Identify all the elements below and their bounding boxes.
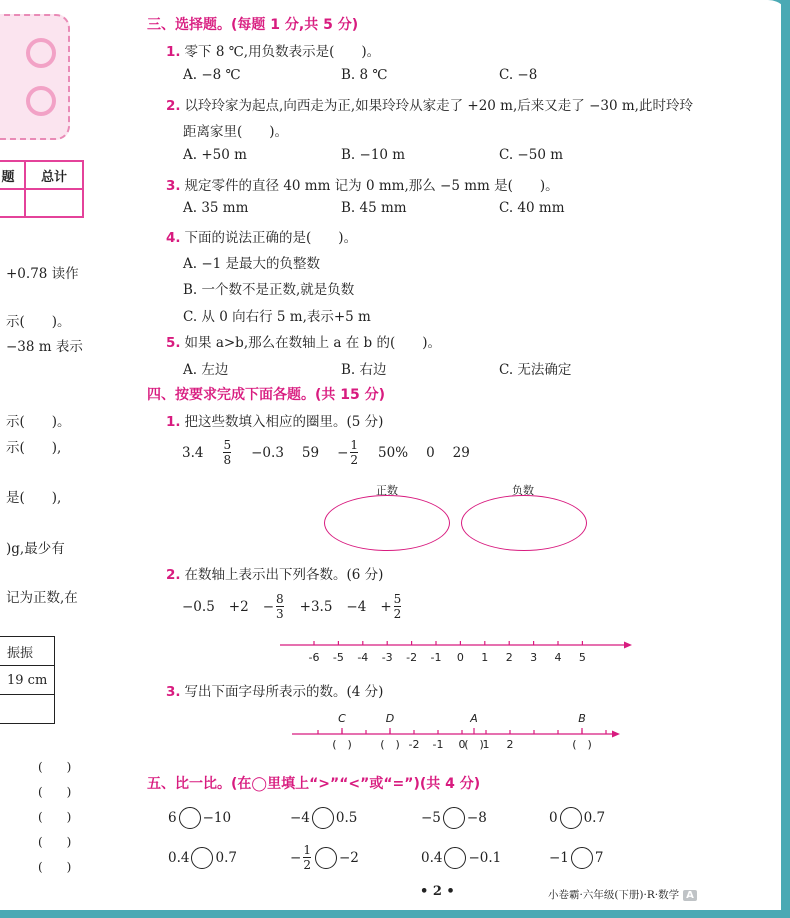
question-number: 1.	[166, 414, 181, 430]
negative-ellipse[interactable]	[461, 495, 587, 551]
fraction-pos-5-2	[380, 592, 403, 621]
compare-circle[interactable]	[191, 847, 213, 869]
letter-answer-blank[interactable]: ( )	[464, 738, 484, 751]
cmp-right: −8	[466, 810, 487, 826]
number-line-1[interactable]	[0, 630, 790, 670]
option-a[interactable]: A. −1 是最大的负整数	[183, 256, 321, 272]
negative-label: 负数	[512, 484, 534, 497]
brand-text: 小卷霸·六年级(下册)·R·数学	[548, 889, 680, 901]
frac-num: 1	[303, 843, 311, 857]
question-text: 写出下面字母所表示的数。(4 分)	[184, 684, 384, 700]
question-text: 下面的说法正确的是( )。	[184, 230, 358, 246]
frac-den: 2	[350, 453, 359, 467]
amp-cell: 振振	[0, 637, 55, 666]
edition-badge: A	[683, 890, 697, 901]
score-header-1: 题	[0, 161, 25, 189]
number-item: 0	[426, 444, 435, 461]
compare-circle[interactable]	[312, 807, 334, 829]
letter-label: C	[338, 712, 346, 725]
number-item: 59	[301, 444, 320, 461]
fraction-neg-8-3	[263, 592, 286, 621]
fraction-half	[303, 843, 311, 872]
left-line: 示( )。	[6, 414, 71, 430]
letter-answer-blank[interactable]: ( )	[332, 738, 352, 751]
cmp-right: 0.5	[335, 810, 358, 826]
question-4-3	[166, 680, 383, 700]
option-a[interactable]: A. 左边	[183, 362, 229, 378]
previous-page-strip	[0, 0, 96, 918]
tick-label: -2	[406, 651, 418, 664]
section-4-title: 四、按要求完成下面各题。(共 15 分)	[147, 387, 386, 403]
frac-sign: +	[380, 598, 392, 615]
cmp-left: 0.4	[421, 850, 443, 866]
answer-blank[interactable]: ( )	[38, 860, 72, 874]
answer-blank[interactable]: ( )	[38, 835, 72, 849]
question-text: 如果 a>b,那么在数轴上 a 在 b 的( )。	[184, 335, 442, 351]
question-number: 3.	[166, 684, 181, 700]
option-c[interactable]: C. −8	[499, 67, 538, 83]
frac-den: 2	[303, 858, 311, 872]
option-c[interactable]: C. −50 m	[499, 147, 564, 163]
tick-label: 1	[482, 738, 490, 751]
option-c[interactable]: C. 40 mm	[499, 200, 565, 216]
score-table	[0, 160, 84, 218]
question-3-3	[166, 174, 559, 194]
question-4-1	[166, 410, 383, 430]
footer-brand	[548, 887, 697, 902]
number-item: 29	[452, 444, 470, 461]
letter-answer-blank[interactable]: ( )	[572, 738, 592, 751]
tick-label: 3	[530, 651, 538, 664]
page-frame-right	[781, 0, 790, 918]
number-item: +3.5	[299, 598, 333, 615]
frac-num: 1	[350, 438, 359, 452]
left-line: 示( )。	[6, 314, 71, 330]
axis-arrow	[624, 642, 632, 649]
frac-sign: −	[337, 444, 349, 461]
cmp-left: 0	[549, 810, 558, 826]
positive-ellipse[interactable]	[324, 495, 450, 551]
cmp-left: −5	[421, 810, 441, 826]
question-4-2	[166, 563, 383, 583]
positive-label: 正数	[376, 484, 398, 497]
answer-blank[interactable]: ( )	[38, 810, 72, 824]
left-line: 示( ),	[6, 440, 62, 456]
tick-label: -2	[408, 738, 420, 751]
compare-circle[interactable]	[571, 847, 593, 869]
letter-answer-blank[interactable]: ( )	[380, 738, 400, 751]
cmp-left: 6	[168, 810, 177, 826]
option-a[interactable]: A. −8 ℃	[183, 67, 241, 83]
number-list-2	[182, 592, 403, 621]
option-b[interactable]: B. 8 ℃	[341, 67, 388, 83]
question-text-cont: 距离家里( )。	[183, 124, 289, 140]
binder-ring	[26, 38, 56, 68]
left-line: )g,最少有	[6, 541, 65, 557]
number-item: −4	[346, 598, 367, 615]
option-c[interactable]: C. 从 0 向右行 5 m,表示+5 m	[183, 309, 371, 325]
tick-label: -4	[357, 651, 369, 664]
question-number: 5.	[166, 335, 181, 351]
cmp-right: −2	[338, 849, 359, 866]
frac-sign: −	[262, 598, 274, 615]
option-c[interactable]: C. 无法确定	[499, 362, 572, 378]
fraction-five-eighths	[223, 438, 231, 467]
question-number: 2.	[166, 98, 181, 114]
compare-item	[549, 847, 604, 869]
option-b[interactable]: B. 右边	[341, 362, 387, 378]
compare-item	[549, 807, 605, 829]
tick-label: -1	[432, 738, 444, 751]
question-3-2	[166, 94, 693, 114]
question-text: 在数轴上表示出下列各数。(6 分)	[184, 567, 384, 583]
amp-cell: 19 cm	[0, 666, 55, 695]
cmp-right: −10	[202, 810, 232, 826]
page-frame-bottom	[0, 910, 790, 918]
cmp-right: 0.7	[215, 850, 237, 866]
frac-sign: −	[290, 849, 302, 866]
number-item: +2	[228, 598, 249, 615]
question-3-1	[166, 40, 380, 60]
compare-circle[interactable]	[179, 807, 201, 829]
axis-arrow	[612, 731, 620, 738]
option-a[interactable]: A. +50 m	[183, 147, 247, 163]
tick-label: 0	[456, 651, 464, 664]
option-b[interactable]: B. −10 m	[341, 147, 406, 163]
option-b[interactable]: B. 一个数不是正数,就是负数	[183, 282, 355, 298]
number-line-2[interactable]	[0, 708, 790, 756]
tick-label: 5	[578, 651, 586, 664]
compare-item	[290, 807, 357, 829]
score-cell[interactable]	[0, 189, 25, 217]
binder-ring	[26, 86, 56, 116]
tick-label: -1	[430, 651, 442, 664]
axis-ticks	[318, 712, 606, 751]
section-3-title: 三、选择题。(每题 1 分,共 5 分)	[147, 17, 359, 33]
question-3-5	[166, 331, 441, 351]
question-number: 1.	[166, 44, 181, 60]
option-b[interactable]: B. 45 mm	[341, 200, 407, 216]
cmp-left: 0.4	[168, 850, 190, 866]
compare-item	[168, 807, 231, 829]
left-line: 是( ),	[6, 490, 62, 506]
page-number: • 2 •	[420, 884, 455, 899]
question-text: 以玲玲家为起点,向西走为正,如果玲玲从家走了 +20 m,后来又走了 −30 m,此时玲玲	[184, 98, 693, 114]
number-list	[182, 438, 470, 467]
cmp-left: −4	[290, 810, 310, 826]
fraction-neg-half	[337, 438, 360, 467]
frac-num: 8	[276, 592, 284, 606]
compare-circle[interactable]	[315, 847, 337, 869]
compare-circle[interactable]	[560, 807, 582, 829]
answer-blank[interactable]: ( )	[38, 785, 72, 799]
frac-num: 5	[223, 438, 232, 452]
letter-label: A	[470, 712, 478, 725]
left-line: 记为正数,在	[6, 590, 78, 606]
question-text: 把这些数填入相应的圈里。(5 分)	[184, 414, 384, 430]
number-item: −0.3	[251, 444, 284, 461]
number-item: 50%	[378, 444, 409, 461]
tick-label: 4	[554, 651, 562, 664]
compare-item	[168, 847, 237, 869]
tick-label: 2	[505, 651, 513, 664]
question-text: 规定零件的直径 40 mm 记为 0 mm,那么 −5 mm 是( )。	[184, 178, 559, 194]
compare-item	[421, 807, 487, 829]
fraction	[394, 592, 402, 621]
fraction	[276, 592, 284, 621]
frac-num: 5	[393, 592, 402, 606]
binder-decoration	[0, 14, 70, 140]
compare-circle[interactable]	[443, 807, 465, 829]
tick-label: -5	[332, 651, 344, 664]
question-3-4	[166, 226, 357, 246]
letter-label: B	[578, 712, 586, 725]
compare-item	[421, 847, 501, 869]
tick-label: -6	[308, 651, 320, 664]
number-item: −0.5	[182, 598, 215, 615]
tick-label: 2	[506, 738, 514, 751]
question-number: 2.	[166, 567, 181, 583]
compare-circle[interactable]	[444, 847, 466, 869]
cmp-right: −0.1	[468, 850, 502, 866]
cmp-left: −1	[549, 850, 569, 866]
answer-blank[interactable]: ( )	[38, 760, 72, 774]
question-number: 3.	[166, 178, 181, 194]
left-line: +0.78 读作	[6, 266, 79, 282]
cmp-right: 7	[594, 850, 604, 866]
question-number: 4.	[166, 230, 181, 246]
frac-den: 8	[223, 453, 232, 467]
tick-label: -3	[381, 651, 393, 664]
score-header-total: 总计	[25, 161, 83, 189]
score-cell-total[interactable]	[25, 189, 83, 217]
number-item: 3.4	[182, 444, 204, 461]
left-line: −38 m 表示	[6, 339, 83, 355]
letter-label: D	[385, 712, 395, 725]
tick-label: 0	[458, 738, 466, 751]
option-a[interactable]: A. 35 mm	[183, 200, 249, 216]
cmp-right: 0.7	[583, 810, 606, 826]
fraction	[350, 438, 358, 467]
compare-item	[290, 843, 359, 872]
section-5-title: 五、比一比。(在◯里填上“>”“<”或“=”)(共 4 分)	[147, 776, 481, 792]
tick-label: 1	[481, 651, 489, 664]
frac-den: 3	[276, 607, 284, 621]
frac-den: 2	[393, 607, 402, 621]
question-text: 零下 8 ℃,用负数表示是( )。	[184, 44, 381, 60]
